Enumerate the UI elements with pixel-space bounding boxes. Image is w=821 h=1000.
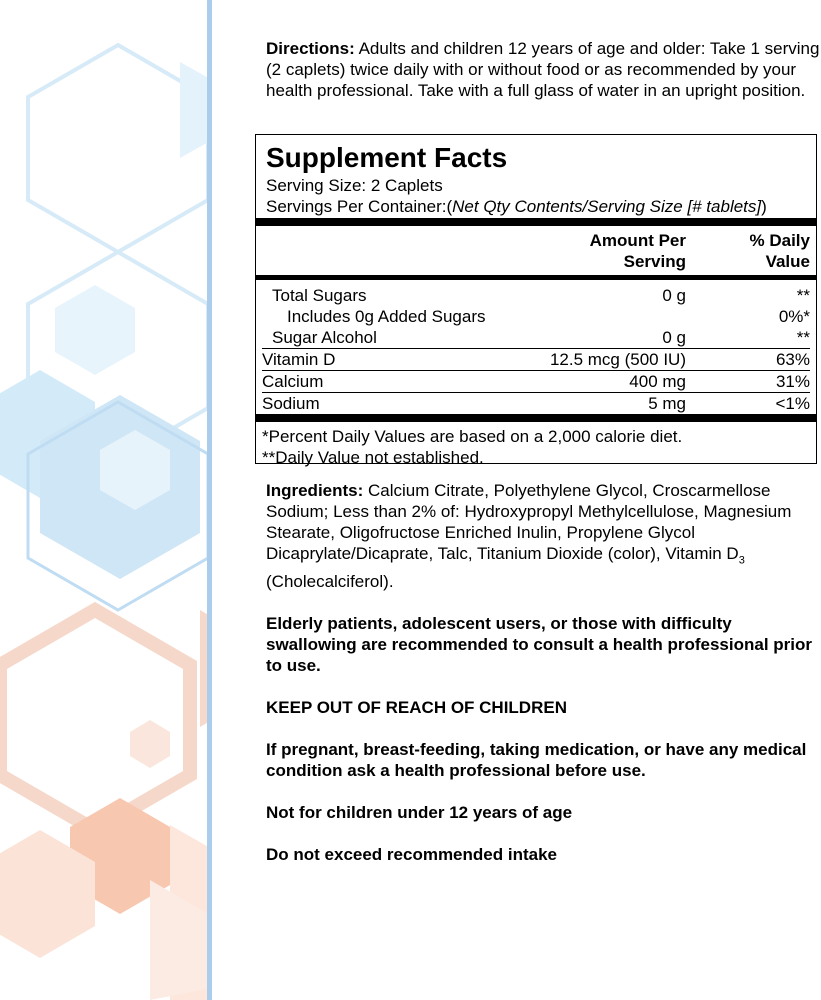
directions-block xyxy=(266,38,821,101)
servings-per-container xyxy=(266,196,810,217)
servings-prefix: Servings Per Container:( xyxy=(266,197,453,216)
hexagon-pattern-icon xyxy=(0,0,212,1000)
daily-value-header: % Daily Value xyxy=(749,231,810,271)
vertical-divider-line xyxy=(207,0,212,1000)
facts-row: Sodium 5 mg <1% xyxy=(262,394,810,413)
serving-size: Serving Size: 2 Caplets xyxy=(266,176,443,195)
directions-label: Directions: xyxy=(266,39,355,58)
servings-suffix: ) xyxy=(761,197,767,216)
warning-do-not-exceed: Do not exceed recommended intake xyxy=(266,845,557,865)
facts-footnotes xyxy=(262,422,810,468)
footnote-dv-not-established: **Daily Value not established. xyxy=(262,448,484,467)
ingredients-text: Calcium Citrate, Polyethylene Glycol, Croscarmellose Sodium; Less than 2% of: Hydroxypropyl Methylcellulose, Magnesium Stearate, Oligofructose Enriched Inulin, Propylene Glycol Dicaprylate/Dicaprate, Talc, Titanium Dioxide (color), Vitamin D xyxy=(266,481,792,563)
facts-row: Sugar Alcohol 0 g ** xyxy=(272,328,810,347)
facts-row: Includes 0g Added Sugars 0%* xyxy=(287,307,810,326)
amount-per-serving-header: Amount Per Serving xyxy=(589,231,686,271)
ingredients-paragraph xyxy=(266,480,821,592)
ingredients-text-end: (Cholecalciferol). xyxy=(266,572,394,592)
supplement-facts-panel xyxy=(255,134,817,467)
warning-pregnant: If pregnant, breast-feeding, taking medication, or have any medical condition ask a health professional before use. xyxy=(266,740,807,781)
thick-rule xyxy=(256,414,816,422)
directions-paragraph xyxy=(266,38,821,101)
directions-text: Adults and children 12 years of age and older: Take 1 serving (2 caplets) twice daily with or without food or as recommended by your health professional. Take with a full glass of water in an upright position. xyxy=(266,39,820,100)
warning-elderly: Elderly patients, adolescent users, or those with difficulty swallowing are recommended to consult a health professional prior to use. xyxy=(266,614,813,676)
supplement-facts-title: Supplement Facts xyxy=(266,142,508,173)
facts-row: Vitamin D 12.5 mcg (500 IU) 63% xyxy=(262,350,810,369)
footnote-percent-dv: *Percent Daily Values are based on a 2,000 calorie diet. xyxy=(262,427,683,446)
facts-header-row xyxy=(262,226,810,275)
warning-keep-out-of-reach: KEEP OUT OF REACH OF CHILDREN xyxy=(266,698,567,718)
facts-row: Total Sugars 0 g ** xyxy=(272,286,810,305)
facts-row: Calcium 400 mg 31% xyxy=(262,372,810,391)
ingredients-label: Ingredients: xyxy=(266,481,364,500)
thick-rule xyxy=(256,218,816,226)
servings-italic: Net Qty Contents/Serving Size [# tablets] xyxy=(452,197,762,216)
ingredients-warnings-block xyxy=(266,480,821,865)
warning-children: Not for children under 12 years of age xyxy=(266,803,573,823)
decorative-hexagon-background xyxy=(0,0,212,1000)
ingredients-subscript: 3 xyxy=(738,554,745,567)
